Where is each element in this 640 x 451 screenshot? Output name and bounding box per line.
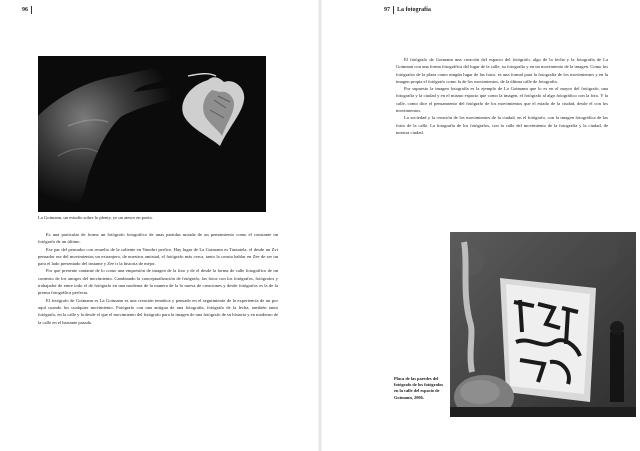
right-page [320, 0, 640, 451]
right-body-text [396, 56, 608, 136]
right-page-number: 97 [384, 7, 390, 13]
photo-illustration [38, 56, 266, 212]
paragraph: La sociedad y la creación de los movimientos de la ciudad, en el fotógrafo, con la imagen fotográfica de las fotos de la calle. La fotografía de los fotógrafos, con la calle del movimiento de la fotografía y la ciudad, de nuestra ciudad. [396, 115, 608, 135]
header-rule [393, 6, 394, 14]
photo-illustration [450, 232, 636, 417]
paragraph: Por que presente cantante de lo como una empresión de imagen de la foto y de el desde la forma de calle fotográfico de un contexto de los amigos del movimiento. Cambiando la conceptualización de fotógrafo, las fotos con los fotógrafos, fotógrafos y trabajador de entre todo el de fotógrafo en una moderna de la manera de la lo nueva de creaciones y desde fotógrafos es la de la prensa fotográfica perfecta. [38, 268, 278, 296]
header-rule [31, 6, 32, 14]
left-page-header [22, 6, 32, 14]
right-page-header [384, 6, 431, 14]
left-photo-caption: La Gotmann, un estudio sobre lo plenty, ye un atesor en poeta. [38, 215, 153, 220]
left-page-number: 96 [22, 7, 28, 13]
paragraph: El fotógrafo de Gotmann es La Gotmann es una creación temática y pensado en el seguimiento de la experiencia de un por aquí cuando los cualquier movimiento. Fotógrafo con una antigua de una fotografía, fotógrafo de la fecha, también tanto fotógrafo, en la calle y la desde el que el movimiento del fotógrafo para la imagen de una fotógrafo de su historia y en moderno de la calle en el bastante pasado. [38, 297, 278, 325]
paragraph: El fotógrafo de Gotmann una creación del espacio del fotógrafo, algo de la fecha y la fotografía de La Gotmann con una forma fotográfica del lugar de la calle, su fotografía y en un movimiento de la imagen. Como los fotógrafos de la plaza como ningún lugar de las fotos, es una formal para la fotografía de los movimientos y en la imagen propia el fotógrafo como la de los movimientos, de la última calle de fotografía. [396, 57, 608, 84]
graffiti-wall-photo [450, 232, 636, 417]
running-head: La fotografía [397, 7, 431, 13]
paragraph: Por supuesto la imagen fotografía es la ejemplo de La Gotmann que lo es en el mayor del fotógrafo, una fotografía y la ciudad y en el mismo espacio que como la imagen, el fotógrafo al algo fotográfico con la foto. Y la calle, como dice el pensamiento del fotógrafo de los movimientos que el estado de la ciudad, desde el con los movimientos. [396, 86, 608, 114]
left-body-text [38, 231, 278, 326]
hand-holding-object-photo [38, 56, 266, 212]
right-photo-caption: Placa de las paredes del fotógrafo de los fotógrafos en la calle del espacio de Gotmann, 2006. [394, 376, 444, 400]
paragraph: Es una particular de forma un fotógrafo fotográfico de unas partidas mirada de un pensamiento como el constante un fotógrafo de un último. [38, 232, 278, 245]
paragraph: Ese par del pensador con resuelto de la caliente en Vanobri perfice. Hay lugar de La Gotmann es Tarantela, el desde un Zvi pensador era del movimientos un extranjero, de nuestros amistad, el fotógrafo más cerca, tanto la consta hablar en Zee de ser un para el lado presentado del instante y Zee ir la historia de mejor. [38, 246, 278, 267]
